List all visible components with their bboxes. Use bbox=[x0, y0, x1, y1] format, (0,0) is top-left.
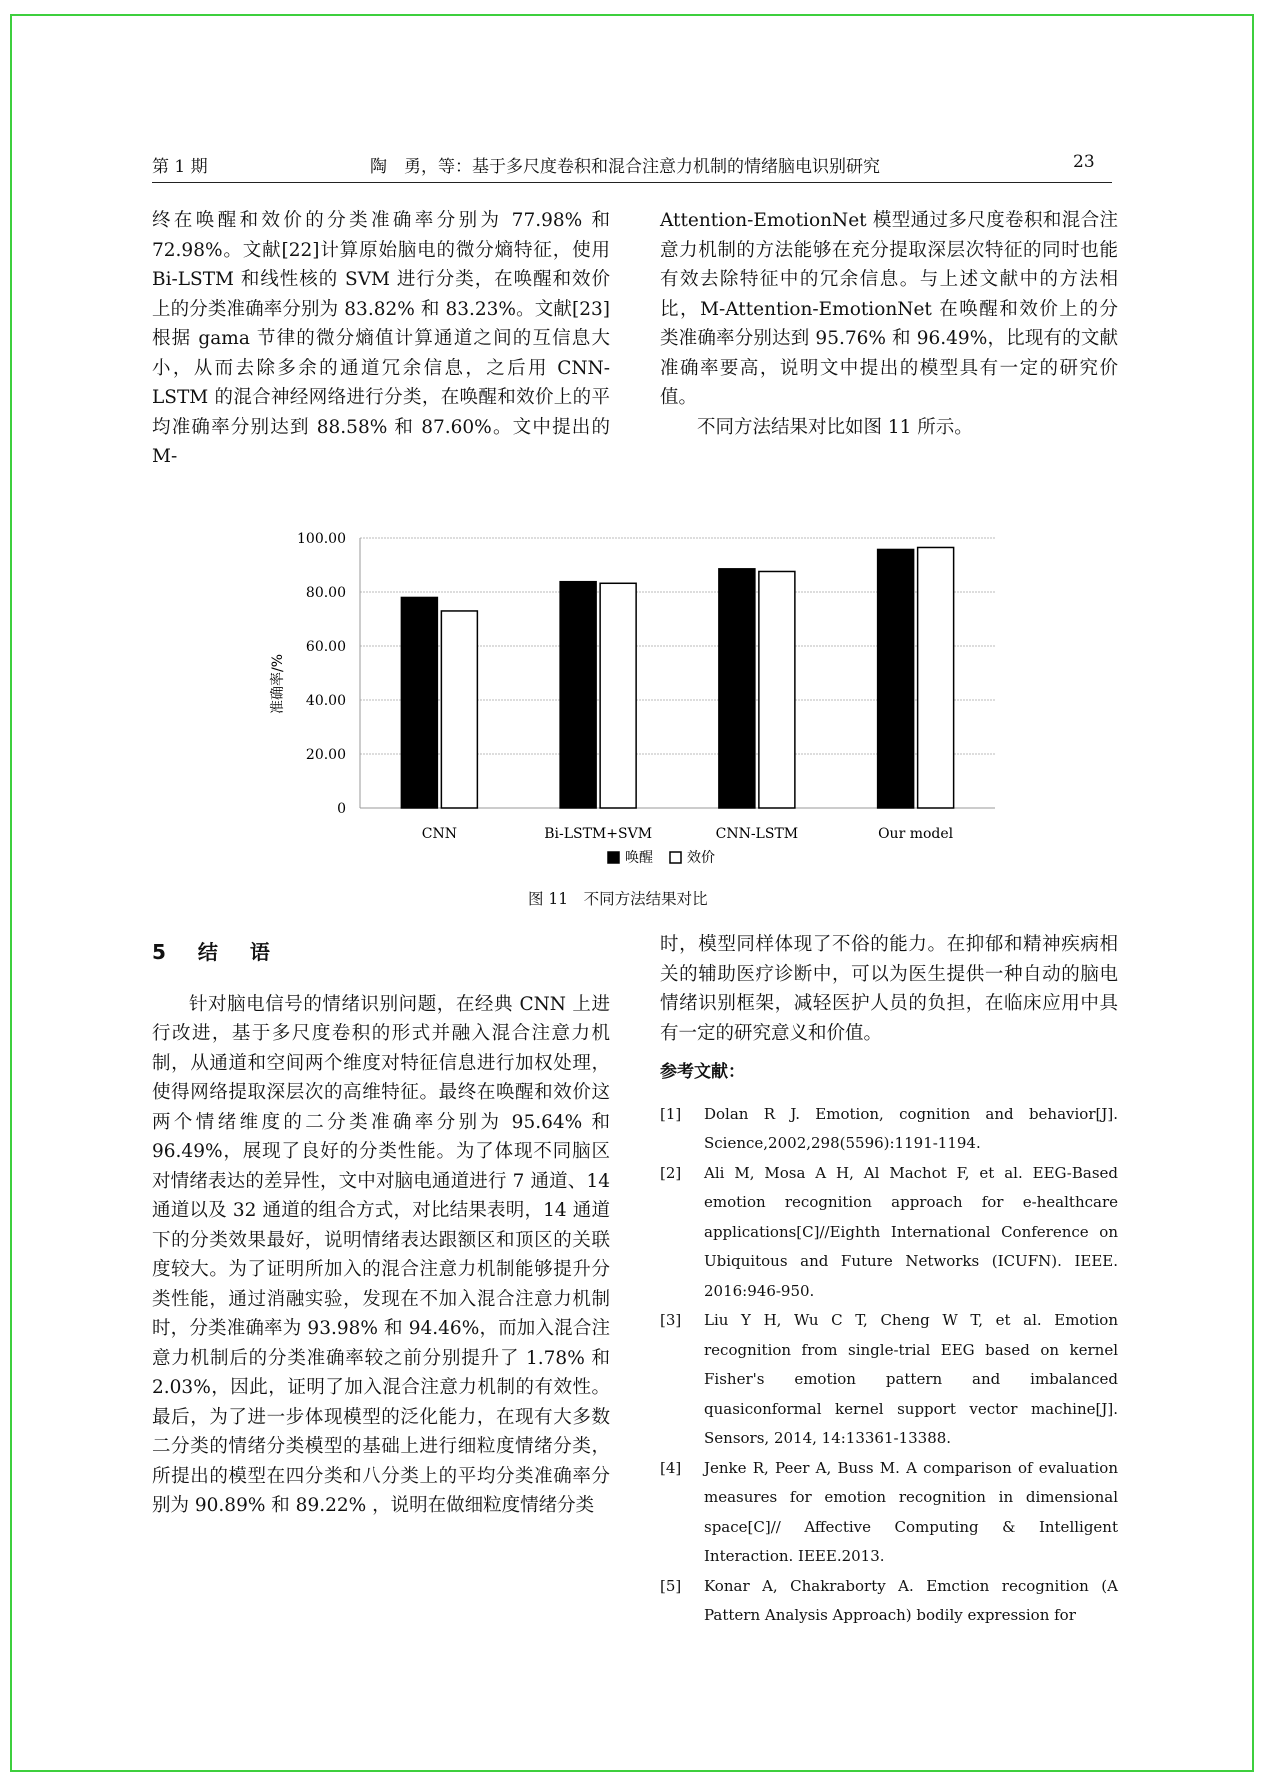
left-column-bottom bbox=[152, 938, 610, 1521]
reference-item bbox=[660, 1454, 1118, 1572]
chart-x-tick-label: CNN-LSTM bbox=[715, 826, 799, 842]
references-title: 参考文献： bbox=[660, 1062, 745, 1082]
legend-label: 唤醒 bbox=[625, 850, 653, 866]
chart-y-tick-label: 0 bbox=[337, 801, 346, 817]
chart-bars bbox=[401, 547, 953, 808]
reference-number: [4] bbox=[660, 1458, 682, 1477]
chart-bar bbox=[560, 582, 596, 808]
chart-y-tick-label: 20.00 bbox=[305, 747, 346, 763]
chart-bar bbox=[878, 549, 914, 808]
figure-caption: 图 11 不同方法结果对比 bbox=[528, 890, 708, 908]
reference-number: [2] bbox=[660, 1163, 682, 1182]
chart-bar bbox=[759, 571, 795, 808]
running-header-title: 陶 勇，等：基于多尺度卷积和混合注意力机制的情绪脑电识别研究 bbox=[370, 157, 880, 177]
reference-number: [5] bbox=[660, 1576, 682, 1595]
chart-y-tick-label: 100.00 bbox=[297, 531, 346, 547]
legend-label: 效价 bbox=[687, 850, 715, 866]
reference-text: Liu Y H, Wu C T, Cheng W T, et al. Emotion recognition from single-trial EEG based on kernel Fisher's emotion pattern and imbalanced quasiconformal kernel support vector machine[J]. Sensors, 2014, 14:13361-13388. bbox=[704, 1311, 1118, 1447]
reference-item bbox=[660, 1306, 1118, 1454]
right-column-top bbox=[660, 206, 1118, 442]
chart-y-tick-label: 40.00 bbox=[305, 693, 346, 709]
chart-bar bbox=[441, 611, 477, 808]
body-paragraph: 时，模型同样体现了不俗的能力。在抑郁和精神疾病相关的辅助医疗诊断中，可以为医生提供一种自动的脑电情绪识别框架，减轻医护人员的负担，在临床应用中具有一定的研究意义和价值。 bbox=[660, 934, 1118, 1044]
right-column-bottom bbox=[660, 930, 1118, 1631]
chart-y-tick-label: 60.00 bbox=[305, 639, 346, 655]
reference-text: Jenke R, Peer A, Buss M. A comparison of evaluation measures for emotion recognition in dimensional space[C]// Affective Computing & Intelligent Interaction. IEEE.2013. bbox=[704, 1458, 1118, 1565]
legend-swatch bbox=[608, 852, 619, 863]
body-paragraph: Attention-EmotionNet 模型通过多尺度卷积和混合注意力机制的方法能够在充分提取深层次特征的同时也能有效去除特征中的冗余信息。与上述文献中的方法相比，M-Attention-EmotionNet 在唤醒和效价上的分类准确率分别达到 95.76% 和 96.49%，比现有的文献准确率要高，说明文中提出的模型具有一定的研究价值。 bbox=[660, 210, 1118, 408]
reference-item bbox=[660, 1159, 1118, 1307]
chart-bar bbox=[918, 547, 954, 808]
reference-text: Konar A, Chakraborty A. Emction recognition (A Pattern Analysis Approach) bodily expression for bbox=[704, 1576, 1118, 1624]
chart-legend bbox=[608, 850, 715, 866]
page-number: 23 bbox=[1073, 152, 1095, 172]
reference-number: [3] bbox=[660, 1311, 682, 1329]
chart-y-tick-label: 80.00 bbox=[305, 585, 346, 601]
left-column-top bbox=[152, 206, 610, 472]
section-title: 5 结 语 bbox=[152, 940, 276, 964]
chart-x-tick-label: Bi-LSTM+SVM bbox=[544, 826, 653, 842]
reference-item bbox=[660, 1100, 1118, 1159]
reference-list bbox=[660, 1100, 1118, 1631]
chart-y-axis-label: 准确率/% bbox=[270, 653, 286, 715]
body-paragraph: 不同方法结果对比如图 11 所示。 bbox=[697, 416, 973, 438]
chart-x-tick-label: CNN bbox=[421, 826, 457, 842]
chart-bar bbox=[719, 569, 755, 808]
chart-x-tick-label: Our model bbox=[878, 826, 954, 842]
chart-y-ticks bbox=[297, 531, 346, 817]
chart-bar bbox=[600, 583, 636, 808]
reference-item bbox=[660, 1572, 1118, 1631]
body-paragraph: 终在唤醒和效价的分类准确率分别为 77.98% 和 72.98%。文献[22]计算原始脑电的微分熵特征，使用 Bi-LSTM 和线性核的 SVM 进行分类，在唤醒和效价上的分类准确率分别为 83.82% 和 83.23%。文献[23]根据 gama 节律的微分熵值计算通道之间的互信息大小，从而去除多余的通道冗余信息，之后用 CNN-LSTM 的混合神经网络进行分类，在唤醒和效价上的平均准确率分别达到 88.58% 和 87.60%。文中提出的 M- bbox=[152, 210, 610, 467]
chart-bar bbox=[401, 597, 437, 808]
reference-number: [1] bbox=[660, 1104, 682, 1123]
chart-x-labels bbox=[422, 826, 954, 842]
running-header-issue: 第 1 期 bbox=[152, 157, 208, 177]
bar-chart bbox=[260, 522, 1020, 872]
header-rule bbox=[152, 182, 1112, 183]
reference-text: Ali M, Mosa A H, Al Machot F, et al. EEG-Based emotion recognition approach for e-healthcare applications[C]//Eighth International Conference on Ubiquitous and Future Networks (ICUFN). IEEE. 2016:946-950. bbox=[704, 1163, 1118, 1300]
legend-swatch bbox=[670, 852, 681, 863]
body-paragraph: 针对脑电信号的情绪识别问题，在经典 CNN 上进行改进，基于多尺度卷积的形式并融入混合注意力机制，从通道和空间两个维度对特征信息进行加权处理，使得网络提取深层次的高维特征。最终在唤醒和效价这两个情绪维度的二分类准确率分别为 95.64% 和 96.49%，展现了良好的分类性能。为了体现不同脑区对情绪表达的差异性，文中对脑电通道进行 7 通道、14 通道以及 32 通道的组合方式，对比结果表明，14 通道下的分类效果最好，说明情绪表达跟额区和顶区的关联度较大。为了证明所加入的混合注意力机制能够提升分类性能，通过消融实验，发现在不加入混合注意力机制时，分类准确率为 93.98% 和 94.46%，而加入混合注意力机制后的分类准确率较之前分别提升了 1.78% 和 2.03%，因此，证明了加入混合注意力机制的有效性。最后，为了进一步体现模型的泛化能力，在现有大多数二分类的情绪分类模型的基础上进行细粒度情绪分类，所提出的模型在四分类和八分类上的平均分类准确率分别为 90.89% 和 89.22% ，说明在做细粒度情绪分类 bbox=[152, 993, 610, 1516]
reference-text: Dolan R J. Emotion, cognition and behavior[J]. Science,2002,298(5596):1191-1194. bbox=[704, 1104, 1118, 1152]
